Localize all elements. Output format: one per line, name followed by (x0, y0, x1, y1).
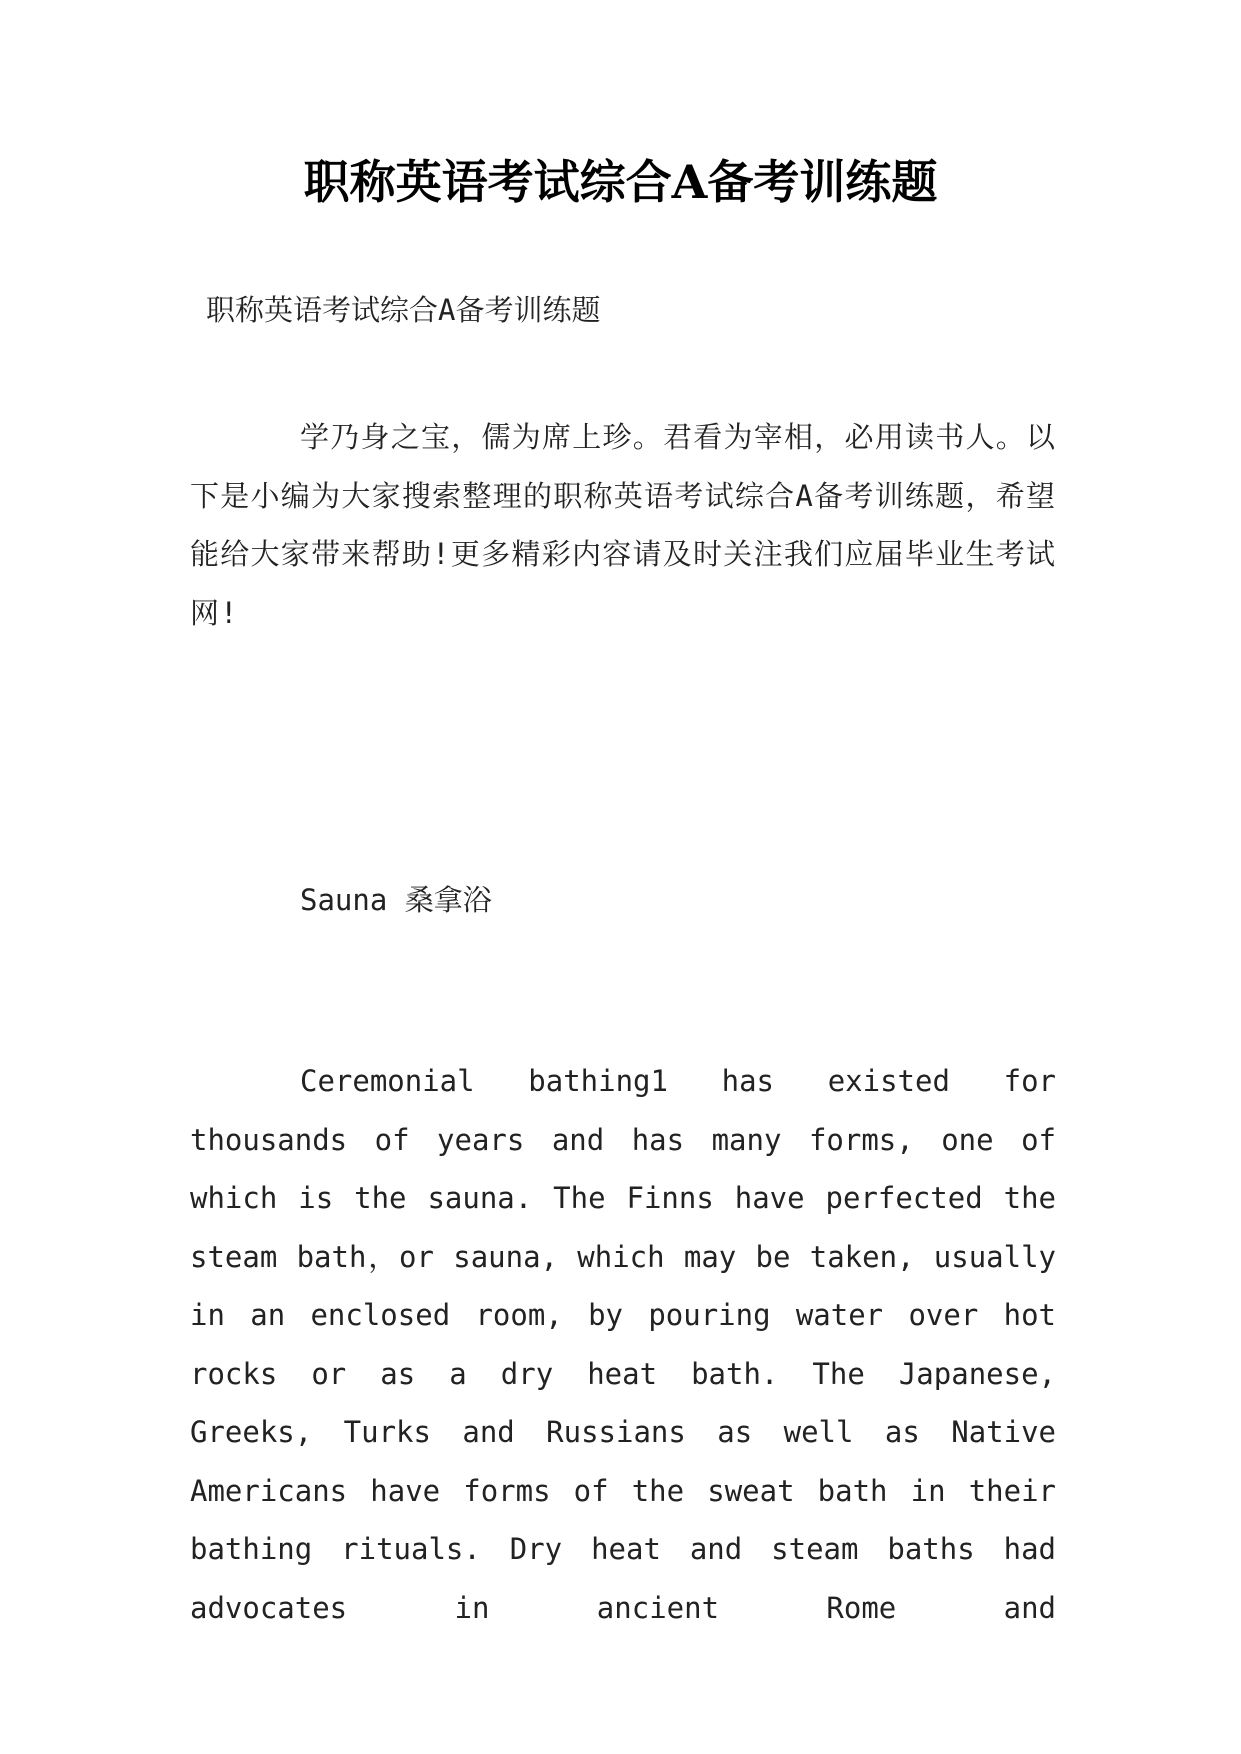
section-heading: Sauna 桑拿浴 (300, 883, 492, 917)
intro-paragraph: 学乃身之宝，儒为席上珍。君看为宰相，必用读书人。以下是小编为大家搜索整理的职称英语考试综合A备考训练题，希望能给大家带来帮助!更多精彩内容请及时关注我们应届毕业生考试网! (190, 420, 1056, 630)
document-subtitle: 职称英语考试综合A备考训练题 (206, 293, 601, 327)
english-paragraph: Ceremonial bathing1 has existed for thousands of years and has many forms, one of which is the sauna. The Finns have perfected the steam bath，or sauna, which may be taken, usually in an enclosed room, by pouring water over hot rocks or as a dry heat bath. The Japanese, Greeks, Turks and Russians as well as Native Americans have forms of the sweat bath in their bathing rituals. Dry heat and steam baths had advocates in ancient Rome and (190, 1064, 1056, 1625)
document-title: 职称英语考试综合A备考训练题 (303, 155, 938, 209)
